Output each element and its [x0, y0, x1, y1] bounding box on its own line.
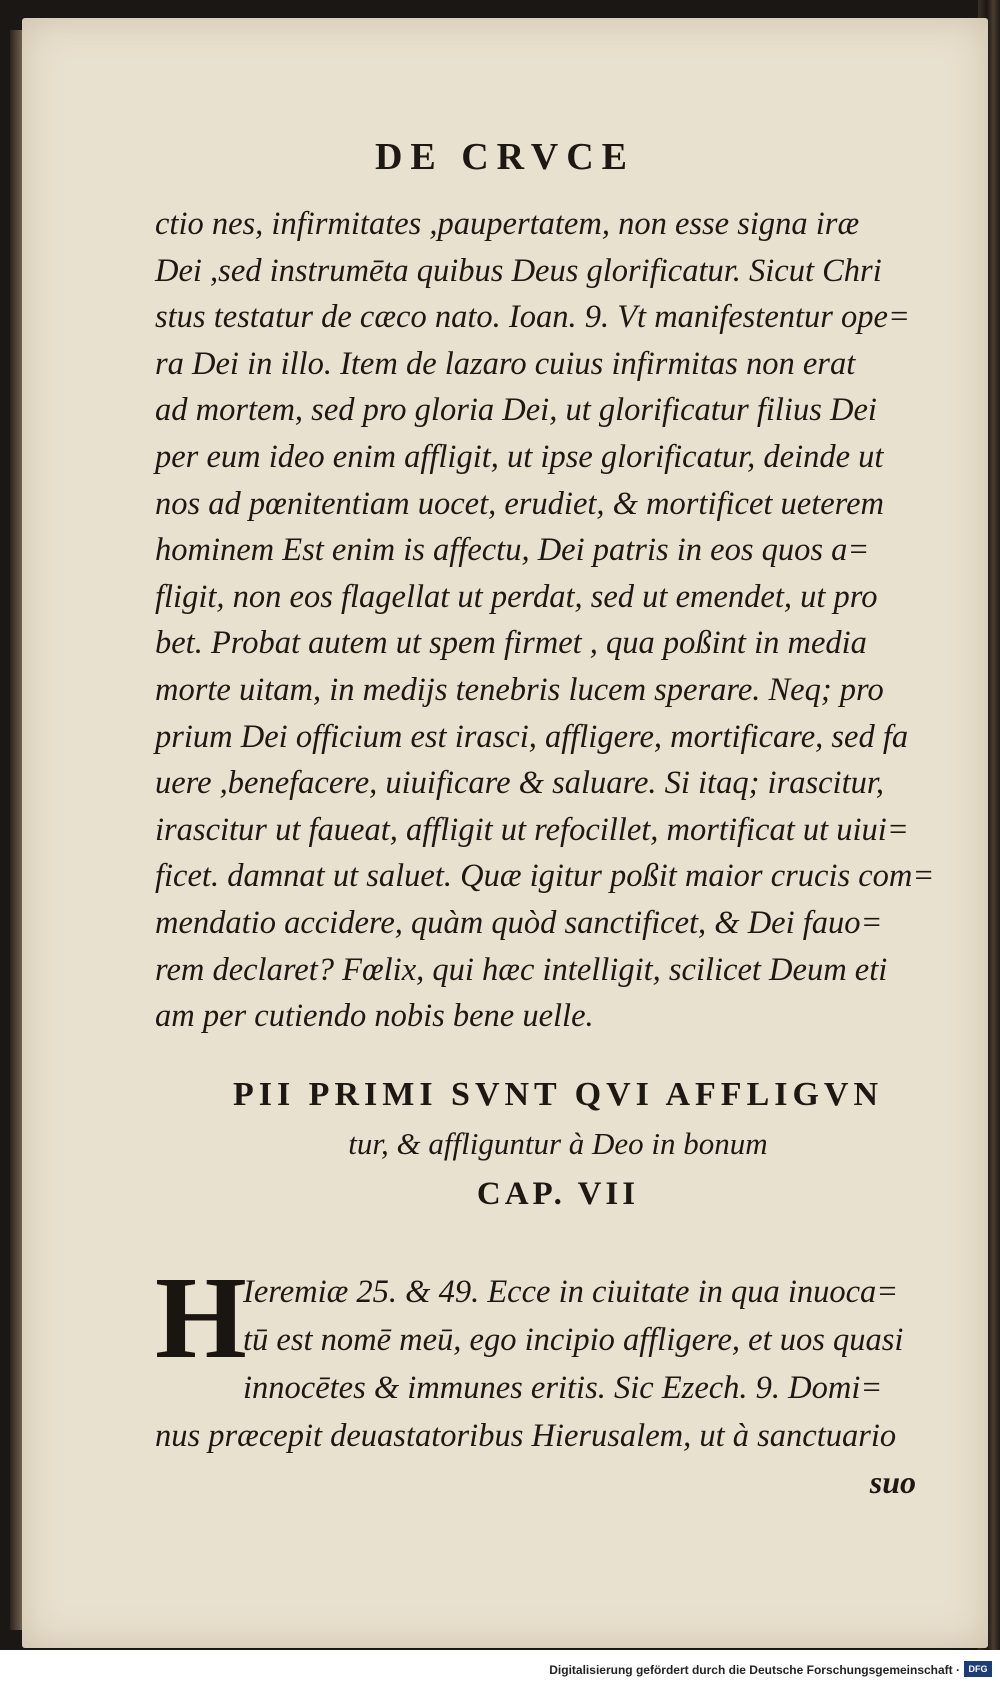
text-line: am per cutiendo nobis bene uelle.	[155, 998, 594, 1035]
text-line: ad mortem, sed pro gloria Dei, ut glorificatur filius Dei	[155, 392, 877, 429]
text-line: Dei ,sed instrumēta quibus Deus glorificatur. Sicut Chri	[155, 252, 882, 289]
drop-cap-initial: H	[155, 1252, 247, 1383]
text-line: stus testatur de cæco nato. Ioan. 9. Vt manifestentur ope=	[155, 299, 910, 336]
text-line: nus præcepit deuastatoribus Hierusalem, ut à sanctuario	[155, 1418, 897, 1454]
chapter-heading	[155, 1071, 961, 1219]
text-line: uere ,benefacere, uiuificare & saluare. Si itaq; irascitur,	[155, 765, 885, 802]
chapter-number: CAP. VII	[476, 1176, 640, 1212]
text-line: ra Dei in illo. Item de lazaro cuius infirmitas non erat	[155, 345, 856, 382]
text-line: morte uitam, in medijs tenebris lucem sperare. Neq; pro	[155, 671, 884, 708]
chapter-title: PII PRIMI SVNT QVI AFFLIGVN	[232, 1076, 884, 1113]
text-line: Ieremiæ 25. & 49. Ecce in ciuitate in qua inuoca=	[243, 1274, 899, 1310]
chapter-body	[155, 1252, 961, 1460]
text-line: innocētes & immunes eritis. Sic Ezech. 9. Domi=	[243, 1370, 883, 1406]
dfg-logo: DFG	[964, 1661, 992, 1677]
text-line: mendatio accidere, quàm quòd sanctificet, & Dei fauo=	[155, 904, 883, 941]
catchword: suo	[869, 1464, 916, 1500]
chapter-subtitle: tur, & affliguntur à Deo in bonum	[348, 1126, 768, 1161]
digitization-footer	[0, 1650, 1000, 1690]
running-head: DE CRVCE	[374, 136, 636, 178]
footer-credit: Digitalisierung gefördert durch die Deutsche Forschungsgemeinschaft ·	[549, 1663, 960, 1677]
text-line: nos ad pœnitentiam uocet, erudiet, & mortificet ueterem	[155, 485, 885, 522]
text-line: tū est nomē meū, ego incipio affligere, et uos quasi	[243, 1322, 904, 1358]
text-line: ctio nes, infirmitates ,paupertatem, non esse signa iræ	[155, 206, 860, 242]
book-page	[22, 18, 988, 1648]
text-line: fligit, non eos flagellat ut perdat, sed ut emendet, ut pro	[155, 578, 878, 615]
text-line: ficet. damnat ut saluet. Quæ igitur poßit maior crucis com=	[155, 858, 935, 895]
body-text	[155, 201, 961, 1040]
text-line: hominem Est enim is affectu, Dei patris in eos quos a=	[155, 532, 870, 569]
text-line: per eum ideo enim affligit, ut ipse glorificatur, deinde ut	[155, 438, 884, 475]
text-line: bet. Probat autem ut spem firmet , qua poßint in media	[155, 625, 867, 662]
text-line: prium Dei officium est irasci, affligere, mortificare, sed fa	[155, 718, 909, 755]
text-line: irascitur ut faueat, affligit ut refocillet, mortificat ut uiui=	[155, 811, 909, 848]
text-line: rem declaret? Fœlix, qui hæc intelligit, scilicet Deum eti	[155, 951, 888, 988]
